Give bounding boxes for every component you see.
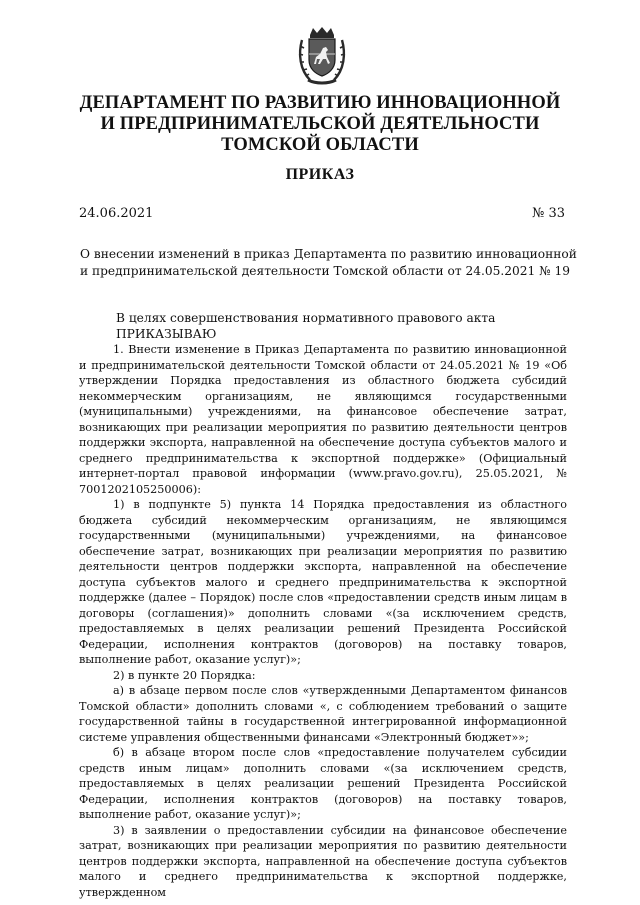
department-name-line-1: ДЕПАРТАМЕНТ ПО РАЗВИТИЮ ИННОВАЦИОННОЙ [79,93,561,113]
paragraph: б) в абзаце втором после слов «предоставление получателем субсидии средств иным лицам» дополнить словами «(за исключением средств, предоставляемых в целях реализации решений Президента Российской Федерации, исполнения контрактов (договоров) на поставку товаров, выполнение работ, оказание услуг)»; [79,746,567,821]
department-name-line-2: И ПРЕДПРИНИМАТЕЛЬСКОЙ ДЕЯТЕЛЬНОСТИ [100,114,540,134]
document-type: ПРИКАЗ [285,166,355,183]
order-word: ПРИКАЗЫВАЮ [116,326,217,341]
subject-line-1: О внесении изменений в приказ Департамента по развитию инновационной [80,247,577,261]
document-number: № 33 [532,206,565,221]
coat-of-arms-icon [296,26,348,86]
document-date: 24.06.2021 [79,206,154,221]
paragraph: а) в абзаце первом после слов «утвержденными Департаментом финансов Томской области» дополнить словами «, с соблюдением требований о защите государственной тайны в государственной интегрированной информационной системе управления общественными финансами «Электронный бюджет»»; [79,684,567,744]
document-body [79,311,567,900]
paragraph: 1) в подпункте 5) пункта 14 Порядка предоставления из областного бюджета субсидий некоммерческим организациям, не являющимся государственными (муниципальными) учреждениями, на финансовое обеспечение затрат, возникающих при реализации мероприятия по развитию деятельности центров поддержки экспорта, направленной на обеспечение доступа субъектов малого и среднего предпринимательства к экспортной поддержке (далее – Порядок) после слов «предоставлении средств иным лицам в договоры (соглашения)» дополнить словами «(за исключением средств, предоставляемых в целях реализации решений Президента Российской Федерации, исполнения контрактов (договоров) на поставку товаров, выполнение работ, оказание услуг)»; [79,498,567,666]
department-name-line-3: ТОМСКОЙ ОБЛАСТИ [221,135,419,155]
department-header [0,93,640,156]
document-subject [80,246,577,280]
paragraph: 2) в пункте 20 Порядка: [113,668,256,682]
paragraph: 1. Внести изменение в Приказ Департамента по развитию инновационной и предпринимательской деятельности Томской области от 24.05.2021 № 19 «Об утверждении Порядка предоставления из областного бюджета субсидий некоммерческим организациям, не являющимся государственными (муниципальными) учреждениями, на финансовое обеспечение затрат, возникающих при реализации мероприятия по развитию деятельности центров поддержки экспорта, направленной на обеспечение доступа субъектов малого и среднего предпринимательства к экспортной поддержке» (Официальный интернет-портал правовой информации (www.pravo.gov.ru), 25.05.2021, № 7001202105250006): [79,343,567,496]
paragraph: 3) в заявлении о предоставлении субсидии на финансовое обеспечение затрат, возникающих при реализации мероприятия по развитию деятельности центров поддержки экспорта, направленной на обеспечение доступа субъектов малого и среднего предпринимательства к экспортной поддержке, утвержденном [79,823,567,899]
subject-line-2: и предпринимательской деятельности Томской области от 24.05.2021 № 19 [80,264,571,278]
preamble: В целях совершенствования нормативного правового акта [116,311,496,325]
